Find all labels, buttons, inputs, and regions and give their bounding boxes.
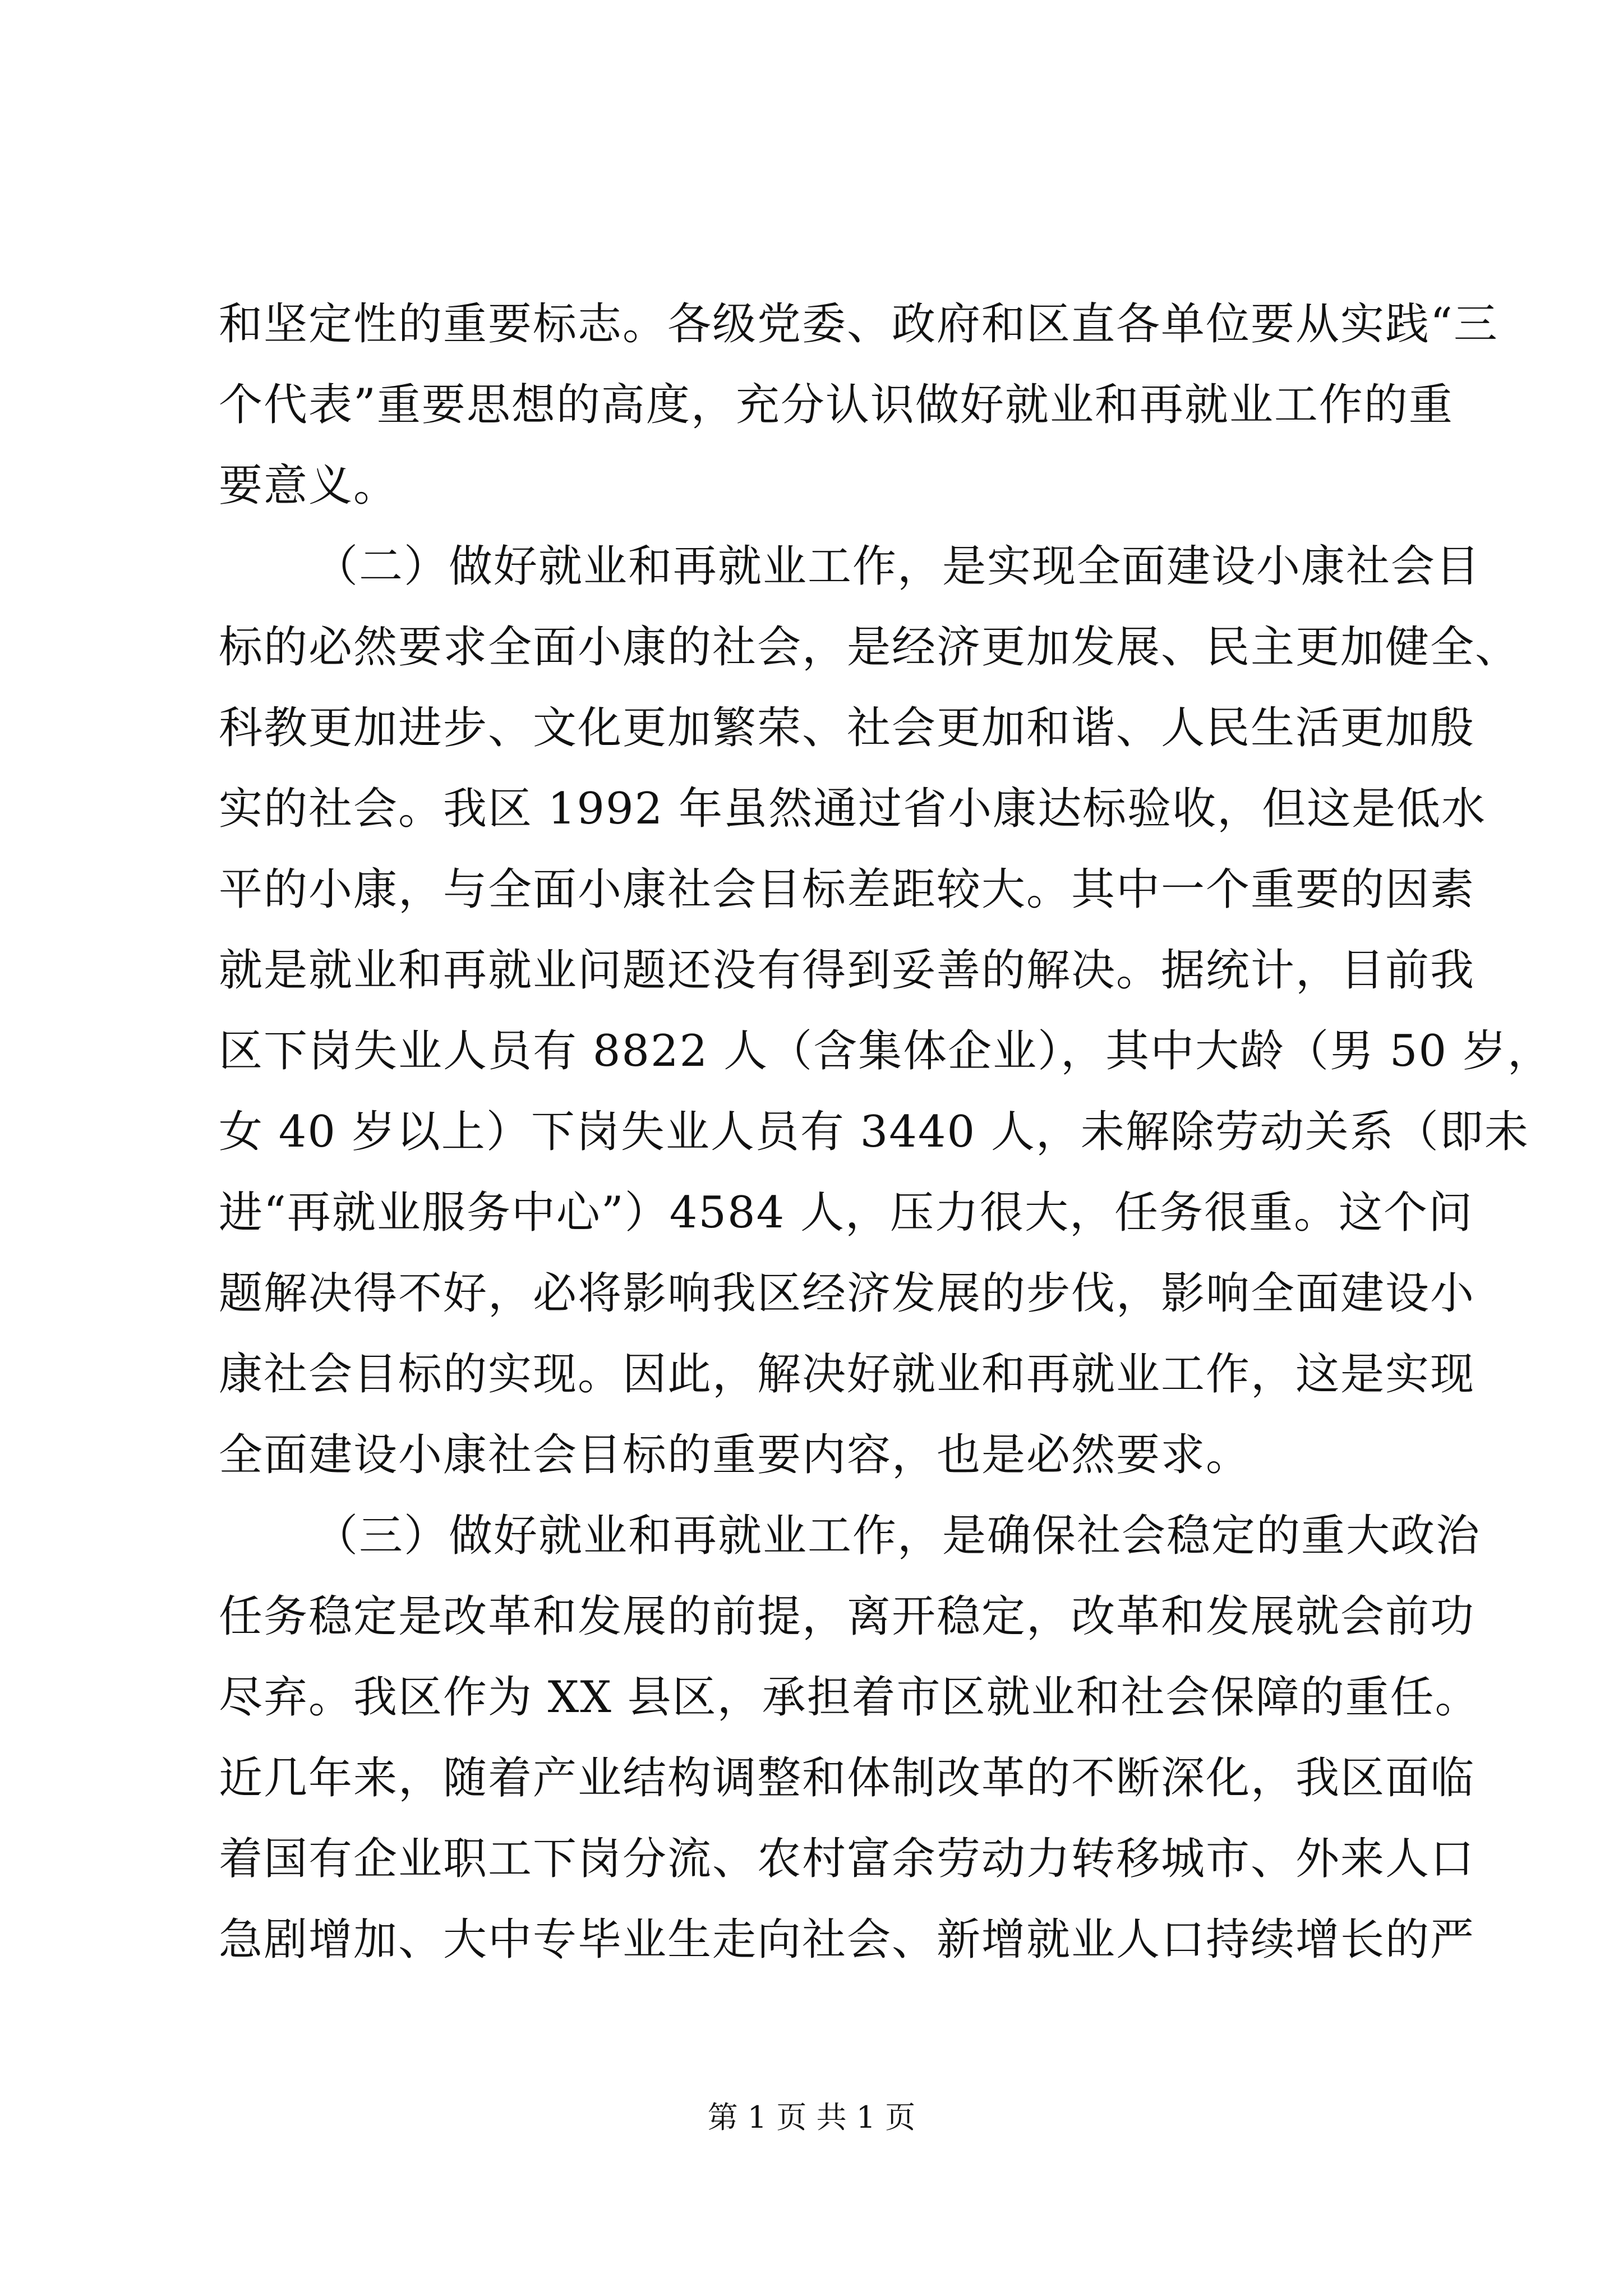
text-line: 题解决得不好，必将影响我区经济发展的步伐，影响全面建设小 [219,1268,1476,1319]
text-line: 尽弃。我区作为 XX 县区，承担着市区就业和社会保障的重任。 [219,1672,1480,1723]
text-line: 康社会目标的实现。因此，解决好就业和再就业工作，这是实现 [219,1349,1476,1400]
text-line: 任务稳定是改革和发展的前提，离开稳定，改革和发展就会前功 [219,1591,1476,1642]
page-number-footer: 第 1 页 共 1 页 [707,2100,916,2135]
text-line: 就是就业和再就业问题还没有得到妥善的解决。据统计，目前我 [219,945,1476,996]
text-line: 全面建设小康社会目标的重要内容，也是必然要求。 [219,1430,1251,1480]
text-line: 实的社会。我区 1992 年虽然通过省小康达标验收，但这是低水 [219,784,1487,834]
text-line: 急剧增加、大中专毕业生走向社会、新增就业人口持续增长的严 [219,1915,1476,1965]
text-line: 个代表”重要思想的高度，充分认识做好就业和再就业工作的重 [219,380,1454,430]
text-line: 科教更加进步、文化更加繁荣、社会更加和谐、人民生活更加殷 [219,703,1476,753]
text-line: 区下岗失业人员有 8822 人（含集体企业），其中大龄（男 50 岁， [219,1026,1552,1076]
text-line: 标的必然要求全面小康的社会，是经济更加发展、民主更加健全、 [219,622,1520,673]
text-line: 近几年来，随着产业结构调整和体制改革的不断深化，我区面临 [219,1753,1476,1803]
text-line: 平的小康，与全面小康社会目标差距较大。其中一个重要的因素 [219,864,1476,915]
text-line: 和坚定性的重要标志。各级党委、政府和区直各单位要从实践“三 [219,299,1498,349]
text-line: 进“再就业服务中心”）4584 人，压力很大，任务很重。这个问 [219,1188,1474,1238]
paragraph-start-line: （三）做好就业和再就业工作，是确保社会稳定的重大政治 [314,1511,1481,1561]
text-line: 女 40 岁以上）下岗失业人员有 3440 人，未解除劳动关系（即未 [219,1107,1529,1157]
paragraph-start-line: （二）做好就业和再就业工作，是实现全面建设小康社会目 [314,541,1481,592]
text-line: 要意义。 [219,461,399,511]
text-line: 着国有企业职工下岗分流、农村富余劳动力转移城市、外来人口 [219,1834,1476,1884]
